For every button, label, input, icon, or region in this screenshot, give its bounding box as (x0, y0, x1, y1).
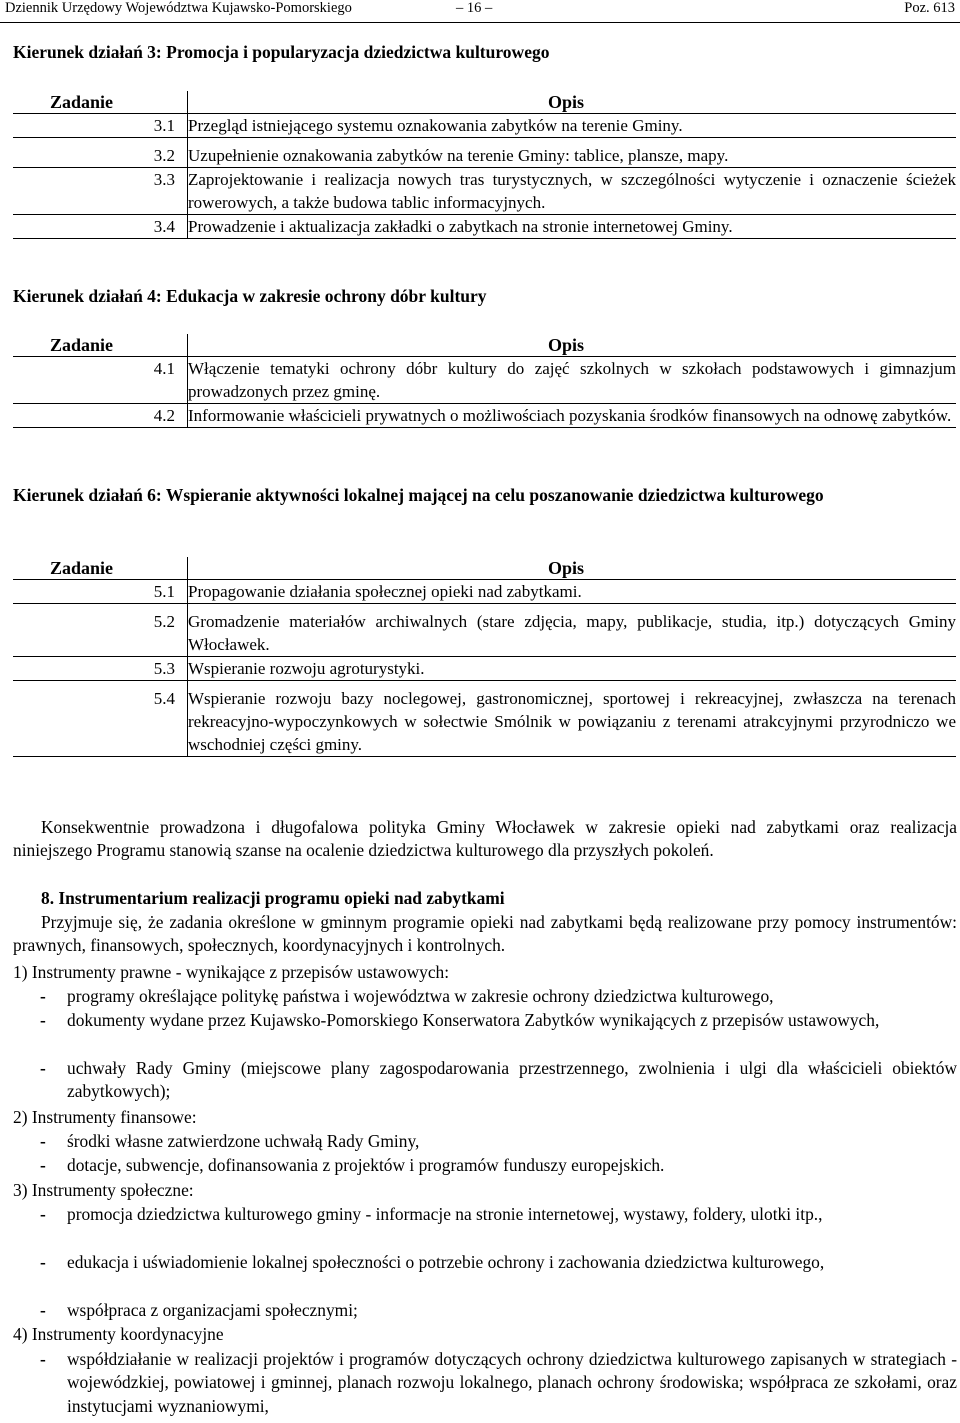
list-subitem: dotacje, subwencje, dofinansowania z projektów i programów funduszy europejskich. (67, 1155, 665, 1175)
task-description: Prowadzenie i aktualizacja zakładki o zabytkach na stronie internetowej Gminy. (188, 215, 957, 239)
task-description: Włączenie tematyki ochrony dóbr kultury do zajęć szkolnych w szkołach podstawowych i gimnazjum prowadzonych przez gminę. (188, 357, 957, 404)
task-number: 3.2 (13, 138, 188, 168)
task-number: 5.4 (13, 681, 188, 757)
instruments-intro: Przyjmuje się, że zadania określone w gminnym programie opieki nad zabytkami będą realizowane przy pomocy instrumentów: prawnych, finansowych, społecznych, koordynacyjnych i kontrolnych. (13, 912, 957, 956)
chapter-8-heading: 8. Instrumentarium realizacji programu opieki nad zabytkami (41, 888, 505, 908)
column-header-task: Zadanie (50, 335, 114, 355)
list-item-social: 3) Instrumenty społeczne: (13, 1180, 194, 1200)
dash-bullet: - (40, 986, 46, 1006)
list-item-financial: 2) Instrumenty finansowe: (13, 1107, 197, 1127)
task-number: 5.3 (13, 657, 188, 681)
task-number: 5.2 (13, 604, 188, 657)
task-number: 4.2 (13, 404, 188, 428)
section-3-table (13, 91, 956, 239)
section-4-table (13, 334, 956, 428)
section-6-title: Kierunek działań 6: Wspieranie aktywności lokalnej mającej na celu poszanowanie dziedzictwa kulturowego (13, 485, 824, 505)
dash-bullet: - (40, 1252, 46, 1272)
journal-title: Dziennik Urzędowy Województwa Kujawsko-Pomorskiego (5, 0, 352, 16)
dash-bullet: - (40, 1204, 46, 1224)
page-number: – 16 – (456, 0, 493, 16)
task-description: Propagowanie działania społecznej opieki nad zabytkami. (188, 580, 957, 604)
column-header-task: Zadanie (50, 558, 114, 578)
list-subitem: uchwały Rady Gminy (miejscowe plany zagospodarowania przestrzennego, zwolnienia i ulgi dla właścicieli obiektów zabytkowych); (67, 1058, 957, 1102)
task-number: 4.1 (13, 357, 188, 404)
dash-bullet: - (40, 1058, 46, 1078)
task-description: Wspieranie rozwoju bazy noclegowej, gastronomicznej, sportowej i rekreacyjnej, zwłaszcza na terenach rekreacyjno-wypoczynkowych w sołectwie Smólnik w powiązaniu z terenami atrakcyjnymi przyrodniczo we wschodniej części gminy. (188, 681, 957, 757)
section-4-title: Kierunek działań 4: Edukacja w zakresie ochrony dóbr kultury (13, 286, 487, 306)
task-number: 3.1 (13, 114, 188, 138)
list-subitem: dokumenty wydane przez Kujawsko-Pomorskiego Konserwatora Zabytków wynikających z przepisów ustawowych, (67, 1010, 880, 1030)
list-subitem: współdziałanie w realizacji projektów i programów dotyczących ochrony dziedzictwa kulturowego zapisanych w strategiach - wojewódzkiej, powiatowej i gminnej, planach rozwoju lokalnego, planach ochrony środowiska; współpraca ze szkołami, oraz instytucjami wyznaniowymi, (67, 1349, 957, 1416)
column-header-description: Opis (188, 91, 957, 114)
task-description: Uzupełnienie oznakowania zabytków na terenie Gminy: tablice, plansze, mapy. (188, 138, 957, 168)
list-subitem: współpraca z organizacjami społecznymi; (67, 1300, 358, 1320)
task-description: Informowanie właścicieli prywatnych o możliwościach pozyskania środków finansowych na odnowę zabytków. (188, 404, 957, 428)
list-subitem: środki własne zatwierdzone uchwałą Rady Gminy, (67, 1131, 420, 1151)
list-subitem: programy określające politykę państwa i województwa w zakresie ochrony dziedzictwa kulturowego, (67, 986, 774, 1006)
list-item-coordination: 4) Instrumenty koordynacyjne (13, 1324, 224, 1344)
column-header-description: Opis (188, 557, 957, 580)
column-header-description: Opis (188, 334, 957, 357)
dash-bullet: - (40, 1010, 46, 1030)
dash-bullet: - (40, 1300, 46, 1320)
dash-bullet: - (40, 1131, 46, 1151)
section-6-table (13, 557, 956, 757)
closing-paragraph: Konsekwentnie prowadzona i długofalowa polityka Gminy Włocławek w zakresie opieki nad zabytkami oraz realizacja niniejszego Programu stanowią szanse na ocalenie dziedzictwa kulturowego dla przyszłych pokoleń. (13, 817, 957, 861)
section-3-title: Kierunek działań 3: Promocja i popularyzacja dziedzictwa kulturowego (13, 42, 550, 62)
position-number: Poz. 613 (904, 0, 955, 16)
task-description: Zaprojektowanie i realizacja nowych tras turystycznych, w szczególności wytyczenie i oznaczenie ścieżek rowerowych, a także budowa tablic informacyjnych. (188, 168, 957, 215)
list-item-legal: 1) Instrumenty prawne - wynikające z przepisów ustawowych: (13, 962, 450, 982)
task-description: Gromadzenie materiałów archiwalnych (stare zdjęcia, mapy, publikacje, studia, itp.) dotyczących Gminy Włocławek. (188, 604, 957, 657)
dash-bullet: - (40, 1349, 46, 1369)
list-subitem: promocja dziedzictwa kulturowego gminy - informacje na stronie internetowej, wystawy, foldery, ulotki itp., (67, 1204, 823, 1224)
task-number: 5.1 (13, 580, 188, 604)
task-description: Wspieranie rozwoju agroturystyki. (188, 657, 957, 681)
task-number: 3.3 (13, 168, 188, 215)
dash-bullet: - (40, 1155, 46, 1175)
list-subitem: edukacja i uświadomienie lokalnej społeczności o potrzebie ochrony i zachowania dziedzictwa kulturowego, (67, 1252, 825, 1272)
task-description: Przegląd istniejącego systemu oznakowania zabytków na terenie Gminy. (188, 114, 957, 138)
column-header-task: Zadanie (50, 92, 114, 112)
task-number: 3.4 (13, 215, 188, 239)
page-header (0, 0, 960, 23)
